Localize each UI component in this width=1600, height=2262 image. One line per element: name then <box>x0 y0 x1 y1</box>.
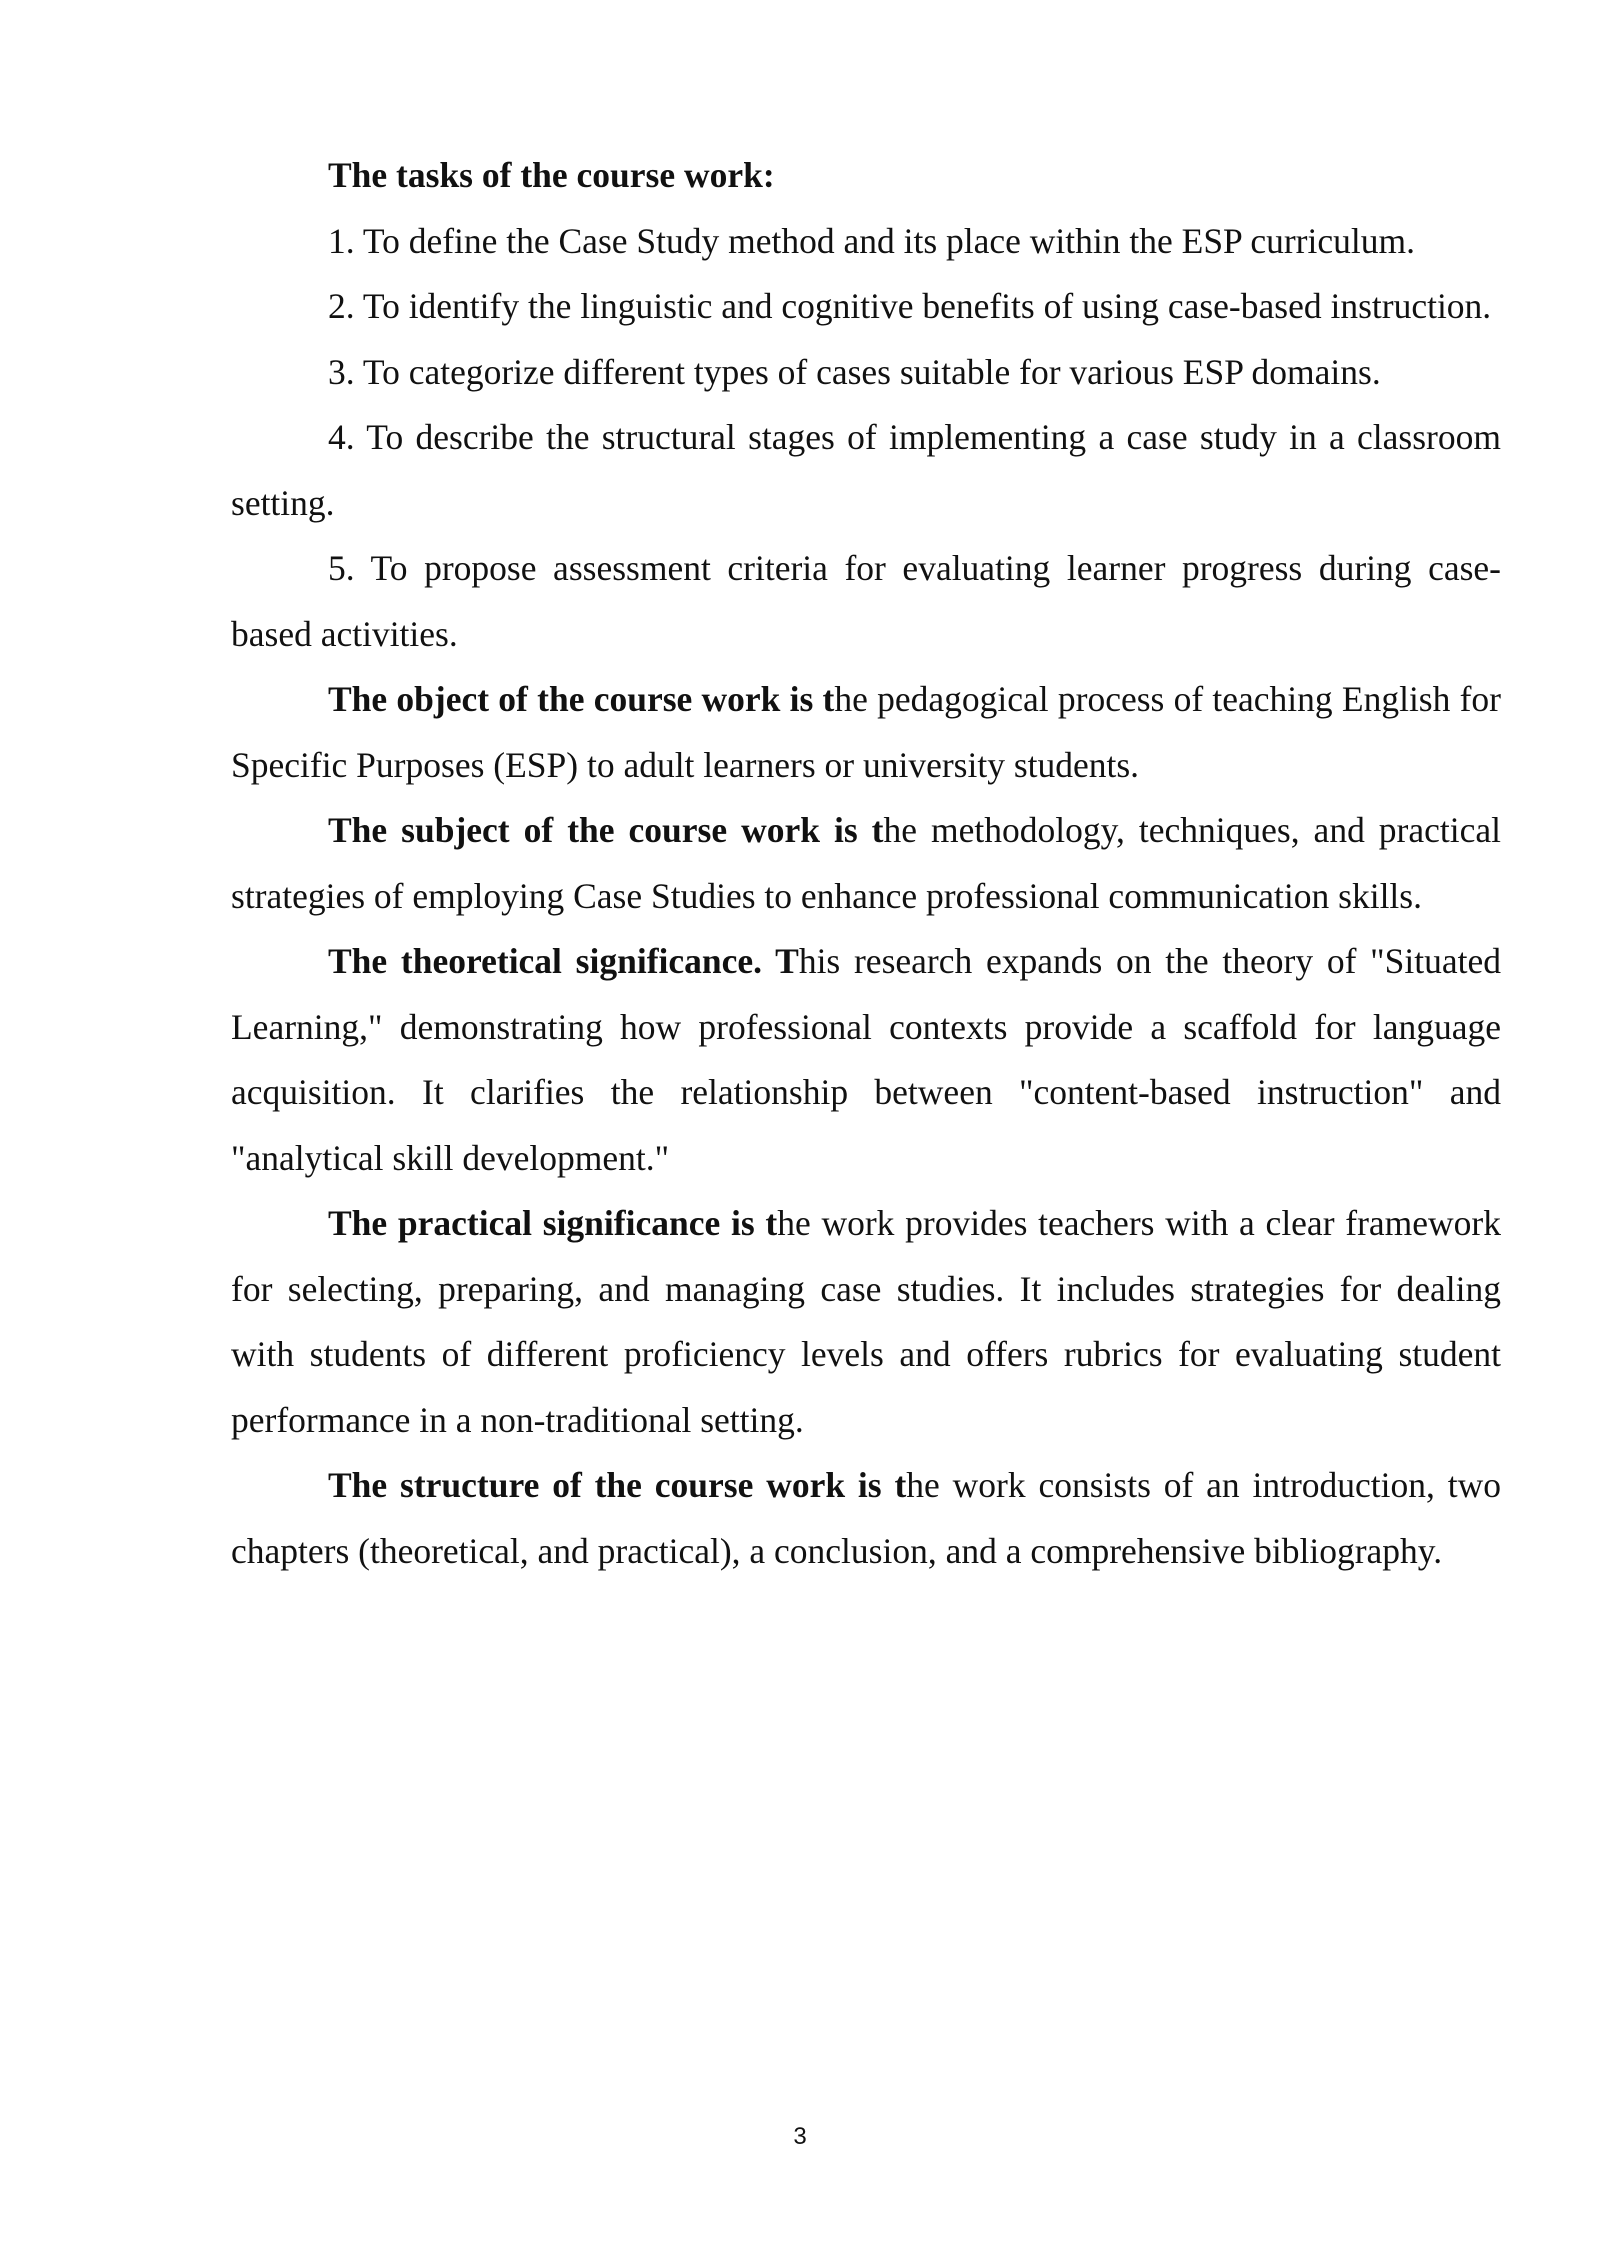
task-item-3: 3. To categorize different types of cases suitable for various ESP domains. <box>328 351 1381 392</box>
subject-text: he methodology, techniques, and practical strategies of employing Case Studies to enhance professional communication skills. <box>231 810 1501 916</box>
practical-lead: The practical significance is t <box>328 1203 778 1243</box>
object-text: he pedagogical process of teaching English for Specific Purposes (ESP) to adult learners or university students. <box>231 679 1502 785</box>
task-item-5: 5. To propose assessment criteria for evaluating learner progress during case-based activities. <box>231 548 1501 654</box>
object-lead: The object of the course work is t <box>328 679 835 719</box>
theoretical-lead: The theoretical significance. T <box>328 941 799 981</box>
theoretical-text: his research expands on the theory of "Situated Learning," demonstrating how professional contexts provide a scaffold for language acquisition. It clarifies the relationship between "content-based instruction" and "analytical skill development." <box>231 941 1501 1178</box>
page-number: 3 <box>793 2123 807 2150</box>
page-body <box>231 143 1501 1584</box>
practical-significance-paragraph <box>231 1191 1501 1453</box>
task-item-1: 1. To define the Case Study method and its place within the ESP curriculum. <box>328 220 1415 261</box>
task-item-2: 2. To identify the linguistic and cognitive benefits of using case-based instruction. <box>328 286 1492 326</box>
subject-lead: The subject of the course work is t <box>328 810 884 850</box>
structure-lead: The structure of the course work is t <box>328 1465 907 1505</box>
practical-text: he work provides teachers with a clear framework for selecting, preparing, and managing case studies. It includes strategies for dealing with students of different proficiency levels and offers rubrics for evaluating student performance in a non-traditional setting. <box>231 1203 1501 1440</box>
subject-paragraph <box>231 798 1501 929</box>
theoretical-significance-paragraph <box>231 929 1501 1191</box>
object-paragraph <box>231 667 1501 798</box>
structure-text: he work consists of an introduction, two chapters (theoretical, and practical), a conclusion, and a comprehensive bibliography. <box>231 1465 1501 1571</box>
tasks-heading: The tasks of the course work: <box>328 155 775 195</box>
task-item-4: 4. To describe the structural stages of implementing a case study in a classroom setting. <box>231 417 1501 523</box>
structure-paragraph <box>231 1453 1501 1584</box>
